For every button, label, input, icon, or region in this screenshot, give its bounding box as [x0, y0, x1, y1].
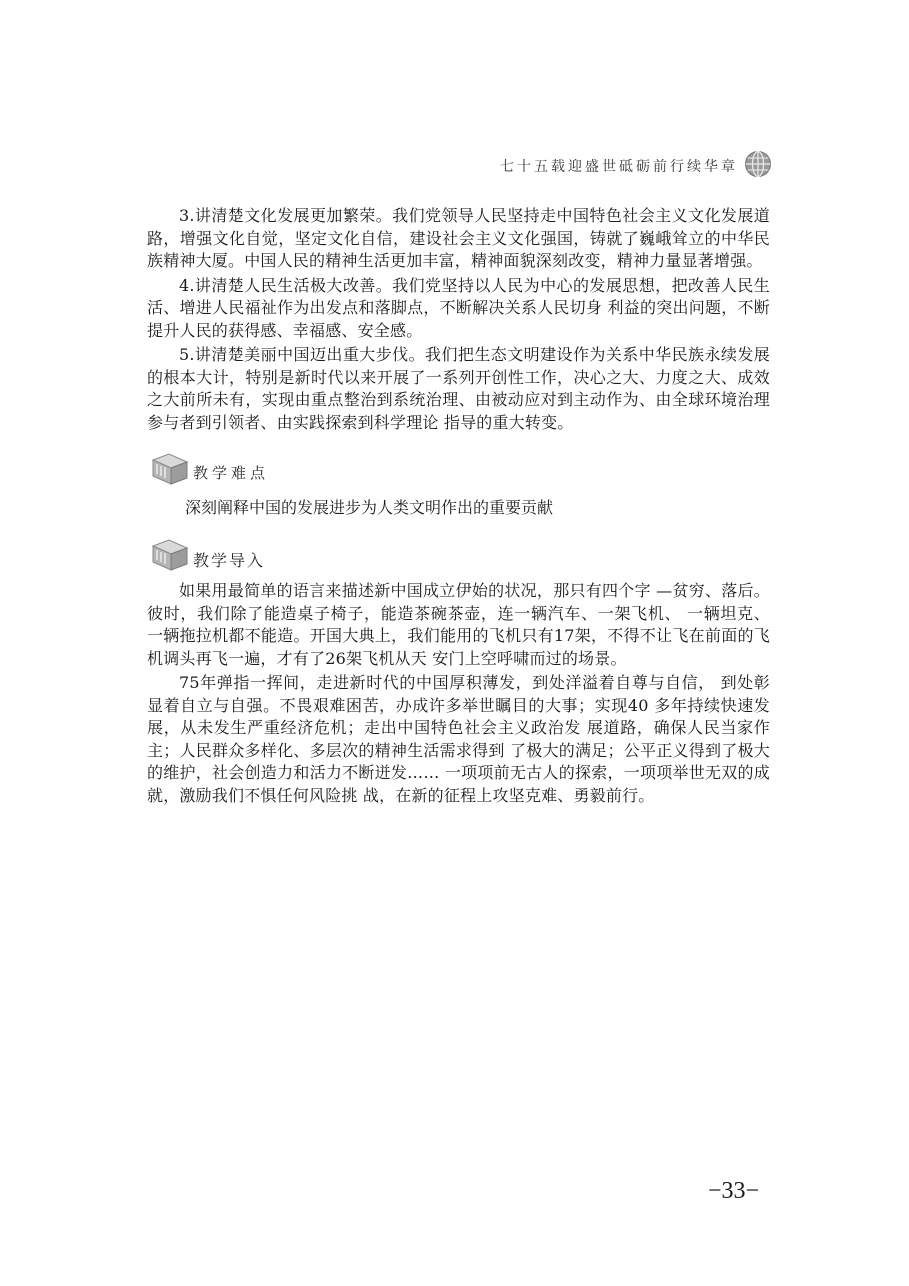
paragraph-intro-2 [147, 672, 770, 807]
paragraph-text: 75年弹指一挥间，走进新时代的中国厚积薄发，到处洋溢着自尊与自信， 到处彰显着自立与自强。不畏艰难困苦，办成许多举世瞩目的大事；实现40 多年持续快速发展，从未发生严重经济危机；走出中国特色社会主义政治发 展道路，确保人民当家作主；人民群众多样化、多层次的精神生活需求得到 了极大的满足；公平正义得到了极大的维护，社会创造力和活力不断迸发…… 一项项前无古人的探索，一项项举世无双的成就，激励我们不惧任何风险挑 战，在新的征程上攻坚克难、勇毅前行。 [147, 673, 770, 805]
section-label-difficulty: 教学难点 [193, 464, 270, 482]
running-header [480, 150, 772, 180]
book-icon [149, 536, 191, 574]
paragraph-livelihood [147, 275, 770, 343]
paragraph-intro-1 [147, 580, 770, 670]
section-heading-intro [147, 536, 770, 580]
difficulty-text: 深刻阐释中国的发展进步为人类文明作出的重要贡献 [185, 498, 554, 517]
page-number: −33− [708, 1178, 760, 1204]
paragraph-text: 3.讲清楚文化发展更加繁荣。我们党领导人民坚持走中国特色社会主义文化发展道路，增强文化自觉，坚定文化自信，建设社会主义文化强国，铸就了巍峨耸立的中华民族精神大厦。中国人民的精神生活更加丰富，精神面貌深刻改变，精神力量显著增强。 [147, 206, 770, 270]
paragraph-culture [147, 205, 770, 273]
header-title: 七十五载迎盛世砥砺前行续华章 [500, 159, 738, 175]
section-heading-difficulty [147, 450, 770, 494]
globe-icon [744, 150, 772, 178]
paragraph-text: 5.讲清楚美丽中国迈出重大步伐。我们把生态文明建设作为关系中华民族永续发展的根本大计，特别是新时代以来开展了一系列开创性工作，决心之大、力度之大、成效之大前所未有，实现由重点整治到系统治理、由被动应对到主动作为、由全球环境治理参与者到引领者、由实践探索到科学理论 指导的重大转变。 [147, 345, 770, 432]
section-label-intro: 教学导入 [193, 551, 266, 570]
page-content [147, 205, 770, 809]
book-icon [149, 450, 191, 488]
paragraph-text: 如果用最简单的语言来描述新中国成立伊始的状况，那只有四个字 —贫穷、落后。彼时，我们除了能造桌子椅子，能造茶碗茶壶，连一辆汽车、一架飞机、 一辆坦克、 一辆拖拉机都不能造。开国大典上，我们能用的飞机只有17架，不得不让飞在前面的飞机调头再飞一遍，才有了26架飞机从天 安门上空呼啸而过的场景。 [147, 581, 770, 668]
paragraph-text: 4.讲清楚人民生活极大改善。我们党坚持以人民为中心的发展思想，把改善人民生活、增进人民福祉作为出发点和落脚点，不断解决关系人民切身 利益的突出问题，不断提升人民的获得感、幸福感、安全感。 [147, 275, 770, 340]
paragraph-ecology [147, 344, 770, 434]
